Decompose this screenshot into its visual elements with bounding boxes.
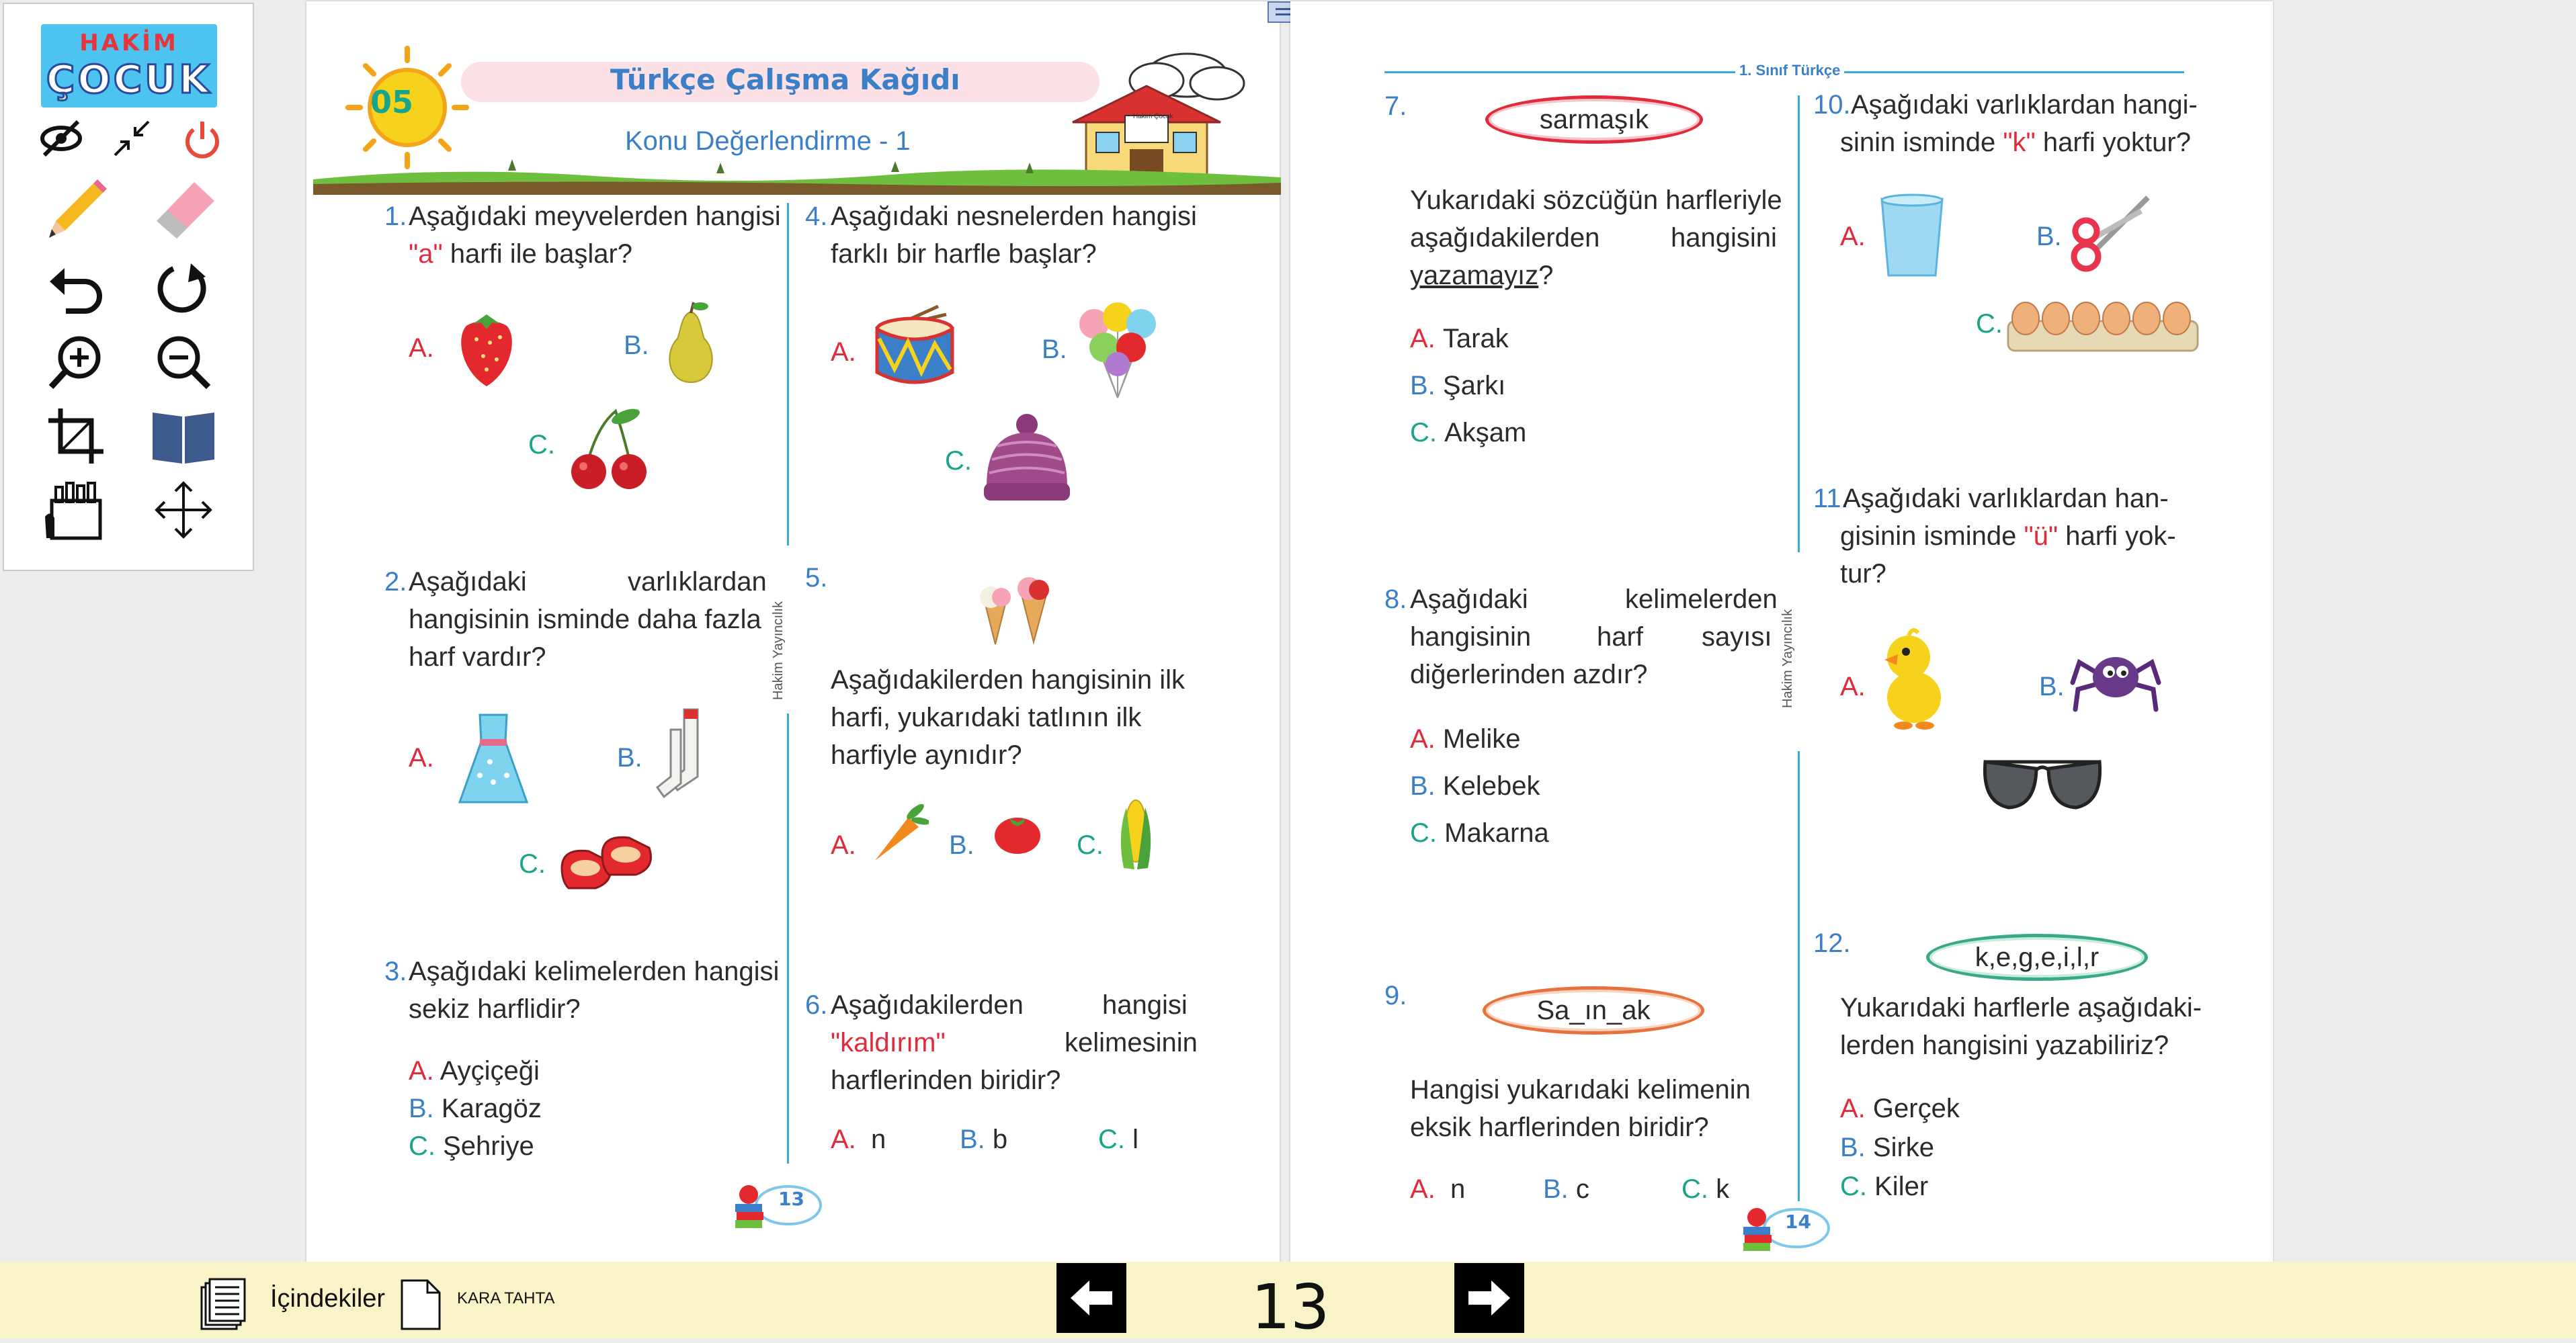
left-page xyxy=(306,1,1280,1262)
q1-option-c-label: C. xyxy=(528,430,555,460)
q7-line1: Yukarıdaki sözcüğün harfleriyle xyxy=(1410,185,1782,215)
q7-option-b-label: B. xyxy=(1410,371,1436,400)
q7-word-box xyxy=(1485,95,1703,144)
q12-number: 12. xyxy=(1813,928,1851,958)
q1-option-a-label: A. xyxy=(409,333,434,363)
q5-option-b-label: B. xyxy=(949,830,974,860)
q12-option-a[interactable]: Gerçek xyxy=(1872,1094,1960,1123)
q7-qmark: ? xyxy=(1538,261,1554,290)
column-divider-top xyxy=(787,203,789,546)
carrot-image[interactable] xyxy=(868,797,929,864)
shoes-image[interactable] xyxy=(555,828,663,902)
q8-option-b[interactable]: Kelebek xyxy=(1442,771,1540,801)
previous-page-button[interactable] xyxy=(1056,1263,1126,1333)
contents-button[interactable] xyxy=(199,1278,394,1325)
crop-icon[interactable] xyxy=(39,399,113,473)
page-number-left: 13 xyxy=(778,1188,804,1210)
q3-line1: Aşağıdaki kelimelerden hangisi xyxy=(409,957,780,986)
q10-line2a: sinin isminde xyxy=(1840,128,2003,157)
column-divider-top xyxy=(1798,95,1800,552)
q11-line3: tur? xyxy=(1840,559,1886,589)
q5-number: 5. xyxy=(805,563,828,593)
socks-image[interactable] xyxy=(651,703,718,804)
q8-line2b: harf xyxy=(1597,622,1643,652)
q10-option-c-label: C. xyxy=(1976,309,2003,339)
q12-letters: k,e,g,e,i,l,r xyxy=(1975,943,2100,972)
eggs-image[interactable] xyxy=(2005,294,2200,355)
q7-option-c-label: C. xyxy=(1410,418,1437,447)
eraser-icon[interactable] xyxy=(147,171,220,245)
q6-line3: harflerinden biridir? xyxy=(831,1066,1061,1095)
q3-option-a-label: A. xyxy=(409,1056,434,1086)
q12-option-c-label: C. xyxy=(1840,1172,1867,1201)
q9-option-c[interactable]: k xyxy=(1716,1174,1730,1204)
page-number-right: 14 xyxy=(1785,1211,1811,1233)
zoom-out-icon[interactable] xyxy=(147,325,220,399)
publisher-side-text: Hakim Yayıncılık xyxy=(1780,609,1795,708)
power-icon[interactable] xyxy=(165,101,239,175)
worksheet-subtitle: Konu Değerlendirme - 1 xyxy=(625,126,911,156)
q4-option-a-label: A. xyxy=(831,337,856,367)
q6-line2b: kelimesinin xyxy=(1065,1028,1198,1057)
q4-line2: farklı bir harfle başlar? xyxy=(831,239,1097,269)
q9-option-b-label: B. xyxy=(1543,1174,1569,1204)
q11-number: 11. xyxy=(1813,484,1849,513)
q3-option-c-label: C. xyxy=(409,1131,435,1161)
cherries-image[interactable] xyxy=(562,404,656,492)
q7-line2b: hangisini xyxy=(1671,223,1777,253)
q4-option-b-label: B. xyxy=(1042,335,1067,364)
q10-option-b-label: B. xyxy=(2036,222,2062,251)
q2-option-a-label: A. xyxy=(409,743,434,773)
q11-line1: Aşağıdaki varlıklardan han- xyxy=(1843,484,2169,513)
q9-line1: Hangisi yukarıdaki kelimenin xyxy=(1410,1075,1751,1104)
q3-option-a[interactable]: Ayçiçeği xyxy=(440,1056,540,1086)
contents-label: İçindekiler xyxy=(270,1285,386,1313)
spider-image[interactable] xyxy=(2069,636,2163,716)
q5-option-c-label: C. xyxy=(1077,830,1104,860)
redo-icon[interactable] xyxy=(147,251,220,325)
strawberry-image[interactable] xyxy=(453,302,520,390)
q12-line2: lerden hangisini yazabiliriz? xyxy=(1840,1031,2169,1060)
q4-number: 4. xyxy=(805,202,828,231)
q7-option-a-label: A. xyxy=(1410,324,1436,353)
q7-number: 7. xyxy=(1384,91,1407,121)
arrow-right-icon xyxy=(1466,1278,1513,1318)
q12-letters-box xyxy=(1926,934,2148,981)
worksheet-badge: 05 xyxy=(370,84,414,120)
q8-line3: diğerlerinden azdır? xyxy=(1410,660,1648,689)
q2-option-b-label: B. xyxy=(617,743,642,773)
q7-word: sarmaşık xyxy=(1539,105,1649,134)
duckling-image[interactable] xyxy=(1875,623,1949,738)
q3-option-b-label: B. xyxy=(409,1094,434,1123)
q6-option-b-label: B. xyxy=(960,1125,985,1154)
q9-word-box xyxy=(1483,986,1704,1035)
q6-number: 6. xyxy=(805,990,828,1020)
column-divider-bottom xyxy=(1798,751,1800,1201)
q2-option-c-label: C. xyxy=(519,849,546,879)
logo-top-text: HAKİM xyxy=(79,30,179,56)
sunglasses-image[interactable] xyxy=(1979,755,2106,816)
q9-option-c-label: C. xyxy=(1681,1174,1708,1204)
q4-line1: Aşağıdaki nesnelerden hangisi xyxy=(831,202,1197,231)
q11-quote: "ü" xyxy=(2024,521,2059,551)
current-page-number: 13 xyxy=(1251,1271,1330,1343)
q7-line3: yazamayız xyxy=(1410,261,1539,290)
hakim-cocuk-logo xyxy=(41,24,217,107)
q5-line3: harfiyle aynıdır? xyxy=(831,740,1022,770)
drum-image[interactable] xyxy=(871,305,958,392)
q8-line2c: sayısı xyxy=(1702,622,1772,652)
q11-line2a: gisinin isminde xyxy=(1840,521,2024,551)
blackboard-label: KARA TAHTA xyxy=(457,1289,555,1307)
arrow-left-icon xyxy=(1068,1278,1115,1318)
q1-line2: harfi ile başlar? xyxy=(442,239,633,269)
q2-number: 2. xyxy=(384,567,407,597)
q8-option-c[interactable]: Makarna xyxy=(1444,818,1549,848)
q11-line2b: harfi yok- xyxy=(2058,521,2176,551)
q3-line2: sekiz harflidir? xyxy=(409,994,581,1024)
q10-line1: Aşağıdaki varlıklardan hangi- xyxy=(1851,90,2198,120)
q12-line1: Yukarıdaki harflerle aşağıdaki- xyxy=(1840,993,2202,1023)
q10-number: 10. xyxy=(1813,90,1851,120)
q5-option-a-label: A. xyxy=(831,830,856,860)
q3-option-c[interactable]: Şehriye xyxy=(443,1131,534,1161)
q9-line2: eksik harflerinden biridir? xyxy=(1410,1113,1709,1142)
next-page-button[interactable] xyxy=(1454,1263,1524,1333)
contents-icon xyxy=(199,1278,253,1332)
school-sign: Hakim Çocuk xyxy=(1133,113,1173,120)
q6-option-a[interactable]: n xyxy=(871,1125,886,1154)
q2-line3: harf vardır? xyxy=(409,642,546,672)
glass-image[interactable] xyxy=(1875,193,1949,281)
right-page xyxy=(1290,1,2273,1262)
q6-option-c[interactable]: l xyxy=(1132,1125,1139,1154)
blackboard-button[interactable] xyxy=(399,1278,574,1325)
q8-number: 8. xyxy=(1384,584,1407,614)
q8-option-b-label: B. xyxy=(1410,771,1436,801)
q10-option-a-label: A. xyxy=(1840,222,1866,251)
q12-option-a-label: A. xyxy=(1840,1094,1866,1123)
q1-number: 1. xyxy=(384,202,407,231)
q2-line1b: varlıklardan xyxy=(628,567,767,597)
q6-line1a: Aşağıdakilerden xyxy=(831,990,1024,1020)
q8-option-a-label: A. xyxy=(1410,724,1436,754)
q8-option-a[interactable]: Melike xyxy=(1442,724,1521,754)
q8-line1b: kelimelerden xyxy=(1625,584,1778,614)
book-icon[interactable] xyxy=(147,399,220,473)
q12-option-b-label: B. xyxy=(1840,1133,1866,1162)
q6-option-a-label: A. xyxy=(831,1125,856,1154)
q7-option-b[interactable]: Şarkı xyxy=(1442,371,1506,400)
q8-line1a: Aşağıdaki xyxy=(1410,584,1528,614)
q12-option-c[interactable]: Kiler xyxy=(1874,1172,1929,1201)
q7-option-a[interactable]: Tarak xyxy=(1442,324,1509,353)
q7-option-c[interactable]: Akşam xyxy=(1444,418,1527,447)
q6-line1b: hangisi xyxy=(1102,990,1188,1020)
q10-line2b: harfi yoktur? xyxy=(2035,128,2191,157)
grade-header: 1. Sınıf Türkçe xyxy=(1735,60,1844,81)
q6-option-b[interactable]: b xyxy=(992,1125,1008,1154)
q5-line2: harfi, yukarıdaki tatlının ilk xyxy=(831,703,1142,732)
move-icon[interactable] xyxy=(147,473,220,547)
q3-option-b[interactable]: Karagöz xyxy=(441,1094,542,1123)
undo-icon[interactable] xyxy=(39,251,113,325)
dress-image[interactable] xyxy=(453,708,534,809)
q11-option-b-label: B. xyxy=(2039,672,2065,701)
clear-icon[interactable] xyxy=(39,473,113,547)
pencil-icon[interactable] xyxy=(39,171,113,245)
q2-line2: hangisinin isminde daha fazla xyxy=(409,605,761,634)
shrink-icon[interactable] xyxy=(95,101,169,175)
ice-cream-image[interactable] xyxy=(972,567,1059,648)
q9-option-b[interactable]: c xyxy=(1575,1174,1589,1204)
q1-quote: "a" xyxy=(409,239,443,269)
column-divider-bottom xyxy=(787,713,789,1164)
q5-line1: Aşağıdakilerden hangisinin ilk xyxy=(831,665,1185,695)
q4-option-c-label: C. xyxy=(945,446,972,476)
q9-option-a[interactable]: n xyxy=(1450,1174,1466,1204)
corn-image[interactable] xyxy=(1110,794,1157,875)
q1-option-b-label: B. xyxy=(624,331,649,360)
q9-option-a-label: A. xyxy=(1410,1174,1436,1204)
hide-icon[interactable] xyxy=(24,101,98,175)
q8-option-c-label: C. xyxy=(1410,818,1437,848)
scissors-image[interactable] xyxy=(2067,191,2155,278)
q11-option-a-label: A. xyxy=(1840,672,1866,701)
q10-quote: "k" xyxy=(2003,128,2036,157)
toolbox-panel xyxy=(3,3,254,571)
q6-quote: "kaldırım" xyxy=(831,1028,946,1057)
q9-word: Sa_ın_ak xyxy=(1536,996,1651,1025)
zoom-in-icon[interactable] xyxy=(39,325,113,399)
balloons-image[interactable] xyxy=(1074,297,1161,404)
pear-image[interactable] xyxy=(657,298,724,386)
q12-option-b[interactable]: Sirke xyxy=(1872,1133,1935,1162)
q7-line2a: aşağıdakilerden xyxy=(1410,223,1600,253)
q9-number: 9. xyxy=(1384,981,1407,1010)
blackboard-icon xyxy=(399,1278,442,1332)
publisher-side-text: Hakim Yayıncılık xyxy=(771,601,786,700)
q6-option-c-label: C. xyxy=(1098,1125,1125,1154)
logo-bottom-text: ÇOCUK xyxy=(46,56,212,102)
bottom-navigation-bar xyxy=(0,1262,2576,1343)
q2-line1a: Aşağıdaki xyxy=(409,567,527,597)
beanie-image[interactable] xyxy=(980,413,1074,507)
q1-line1: Aşağıdaki meyvelerden hangisi xyxy=(409,202,781,231)
worksheet-title: Türkçe Çalışma Kağıdı xyxy=(610,63,960,96)
q8-line2a: hangisinin xyxy=(1410,622,1532,652)
tomato-image[interactable] xyxy=(991,809,1044,856)
q3-number: 3. xyxy=(384,957,407,986)
